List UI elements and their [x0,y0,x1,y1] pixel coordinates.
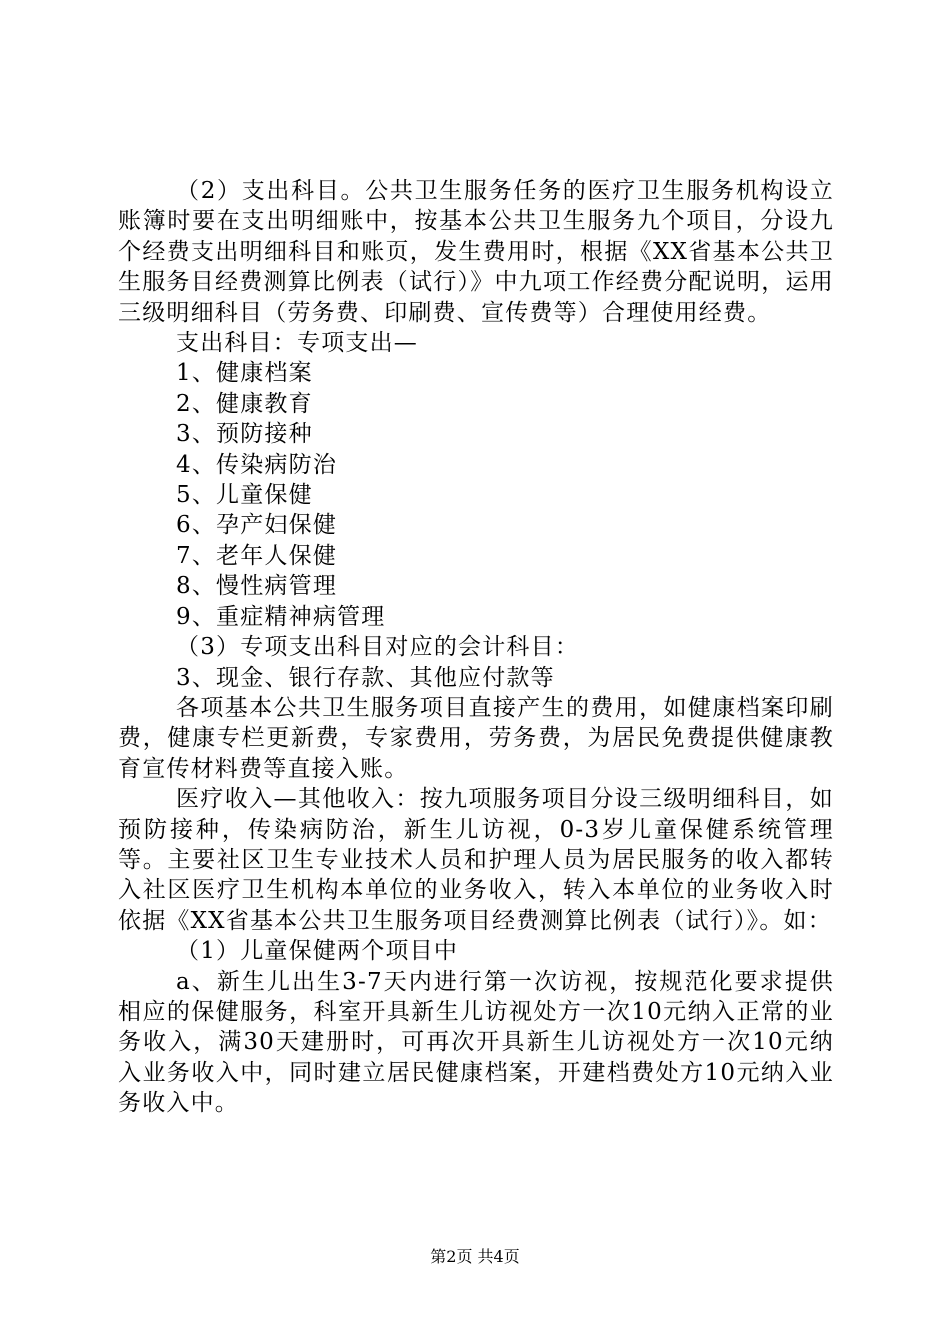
list-item: 4、传染病防治 [176,451,338,478]
list-item: 2、健康教育 [176,390,313,417]
paragraph-newborn-visit: a、新生儿出生3-7天内进行第一次访视，按规范化要求提供相应的保健服务，科室开具新生儿访视处方一次10元纳入正常的业务收入，满30天建册时，可再次开具新生儿访视处方一次10元纳入业务收入中，同时建立居民健康档案，开建档费处方10元纳入业务收入中。 [118,968,834,1117]
list-item: 1、健康档案 [176,360,313,387]
list-item: 7、老年人保健 [176,542,338,569]
list-item: 6、孕产妇保健 [176,512,338,539]
list-item: 5、儿童保健 [176,482,313,509]
paragraph-expenditure-subjects: （2）支出科目。公共卫生服务任务的医疗卫生服务机构设立账簿时要在支出明细账中，按基本公共卫生服务九个项目，分设九个经费支出明细科目和账页，发生费用时，根据《XX省基本公共卫生服务目经费测算比例表（试行）》中九项工作经费分配说明，运用三级明细科目（劳务费、印刷费、宣传费等）合理使用经费。 [118,178,834,326]
paragraph-direct-costs: 各项基本公共卫生服务项目直接产生的费用，如健康档案印刷费，健康专栏更新费，专家费用，劳务费，为居民免费提供健康教育宣传材料费等直接入账。 [118,694,834,782]
list-item: 8、慢性病管理 [176,573,338,600]
list-item: 3、预防接种 [176,421,313,448]
document-body [118,176,834,1119]
list-item: 9、重症精神病管理 [176,603,386,630]
list-item: 3、现金、银行存款、其他应付款等 [176,664,555,691]
list-heading-special-expenditure: 支出科目：专项支出— [176,330,418,357]
section-heading-child-health: （1）儿童保健两个项目中 [176,938,459,965]
paragraph-medical-income: 医疗收入—其他收入：按九项服务项目分设三级明细科目，如预防接种，传染病防治，新生儿访视，0-3岁儿童保健系统管理等。主要社区卫生专业技术人员和护理人员为居民服务的收入都转入社区医疗卫生机构本单位的业务收入，转入本单位的业务收入时依据《XX省基本公共卫生服务项目经费测算比例表（试行）》。如： [118,786,834,934]
section-heading-accounting-subjects: （3）专项支出科目对应的会计科目： [176,634,580,661]
page-footer: 第2页 共4页 [430,1247,520,1266]
